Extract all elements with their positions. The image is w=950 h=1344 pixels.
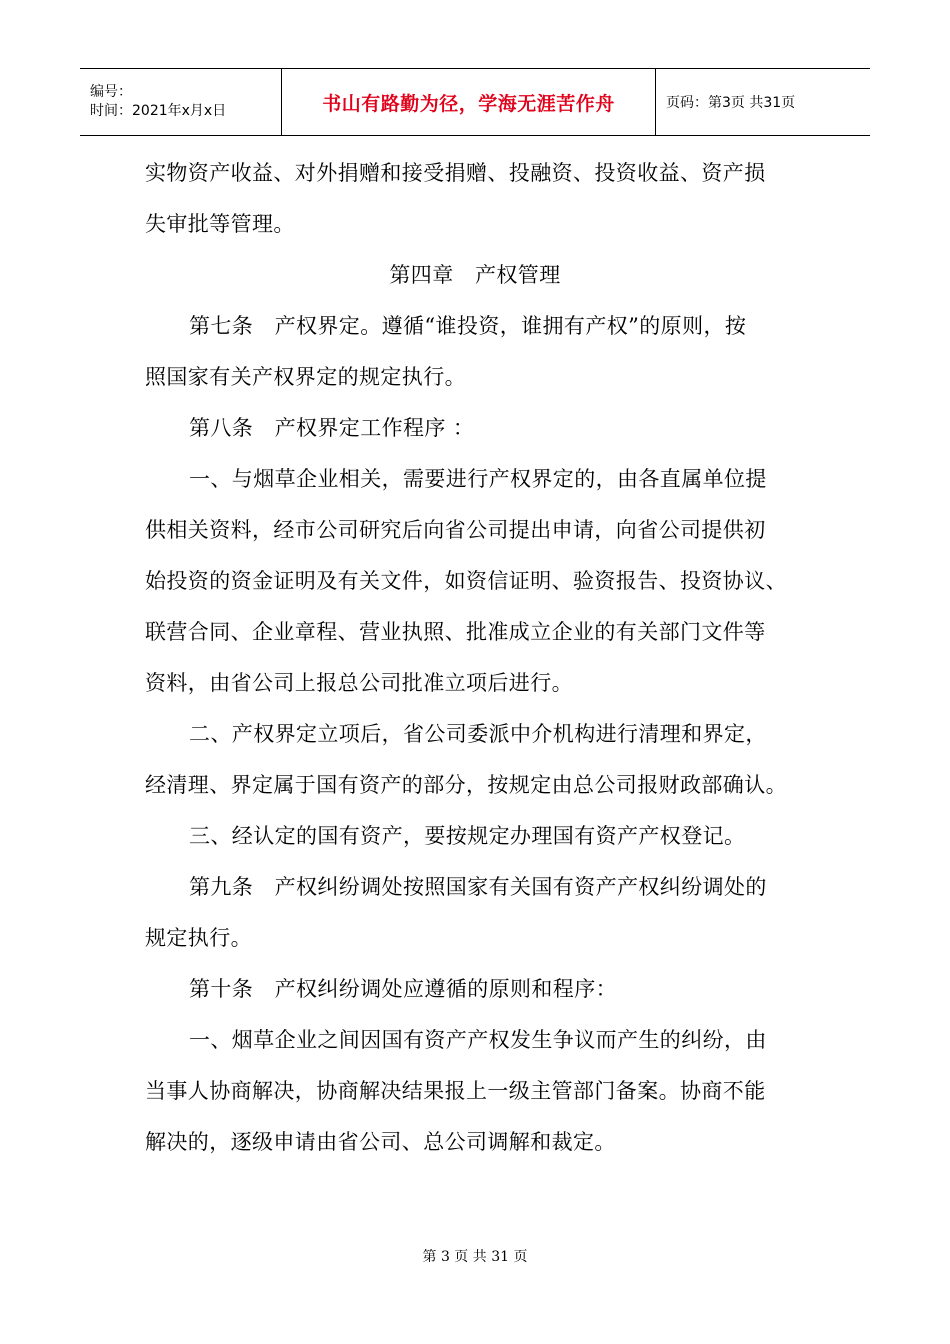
text-line: 三、经认定的国有资产，要按规定办理国有资产产权登记。 (189, 824, 746, 848)
text-line: 始投资的资金证明及有关文件，如资信证明、验资报告、投资协议、 (145, 569, 787, 593)
text-line: 实物资产收益、对外捐赠和接受捐赠、投融资、投资收益、资产损 (145, 161, 766, 185)
text-line: 供相关资料，经市公司研究后向省公司提出申请，向省公司提供初 (145, 518, 766, 542)
page-header (80, 68, 870, 136)
text-line: 资料，由省公司上报总公司批准立项后进行。 (145, 671, 573, 695)
header-meta (80, 69, 282, 135)
header-motto (282, 69, 656, 135)
header-page-info (656, 69, 870, 135)
page-info-text: 页码：第3页 共31页 (666, 95, 796, 111)
text-line: 二、产权界定立项后，省公司委派中介机构进行清理和界定， (189, 722, 767, 746)
text-line: 联营合同、企业章程、营业执照、批准成立企业的有关部门文件等 (145, 620, 766, 644)
text-line: 第八条 产权界定工作程序 ： (189, 416, 475, 440)
text-line: 规定执行。 (145, 926, 252, 950)
text-line: 解决的，逐级申请由省公司、总公司调解和裁定。 (145, 1130, 616, 1154)
text-line: 经清理、界定属于国有资产的部分，按规定由总公司报财政部确认。 (145, 773, 787, 797)
text-line: 一、与烟草企业相关，需要进行产权界定的，由各直属单位提 (189, 467, 767, 491)
text-line: 失审批等管理。 (145, 212, 295, 236)
document-date: 时间：2021年x月x日 (90, 103, 227, 119)
text-line: 第九条 产权纠纷调处按照国家有关国有资产产权纠纷调处的 (189, 875, 767, 899)
text-line: 照国家有关产权界定的规定执行。 (145, 365, 466, 389)
document-body (145, 148, 805, 1168)
text-line: 第七条 产权界定。遵循“谁投资，谁拥有产权”的原则，按 (189, 314, 747, 338)
text-line: 第十条 产权纠纷调处应遵循的原则和程序： (189, 977, 617, 1001)
text-line: 当事人协商解决，协商解决结果报上一级主管部门备案。协商不能 (145, 1079, 766, 1103)
chapter-heading: 第四章 产权管理 (389, 263, 561, 287)
page-footer: 第 3 页 共 31 页 (422, 1249, 528, 1265)
document-number-label: 编号： (90, 84, 132, 100)
text-line: 一、烟草企业之间因国有资产产权发生争议而产生的纠纷，由 (189, 1028, 767, 1052)
motto-text: 书山有路勤为径，学海无涯苦作舟 (322, 92, 615, 115)
